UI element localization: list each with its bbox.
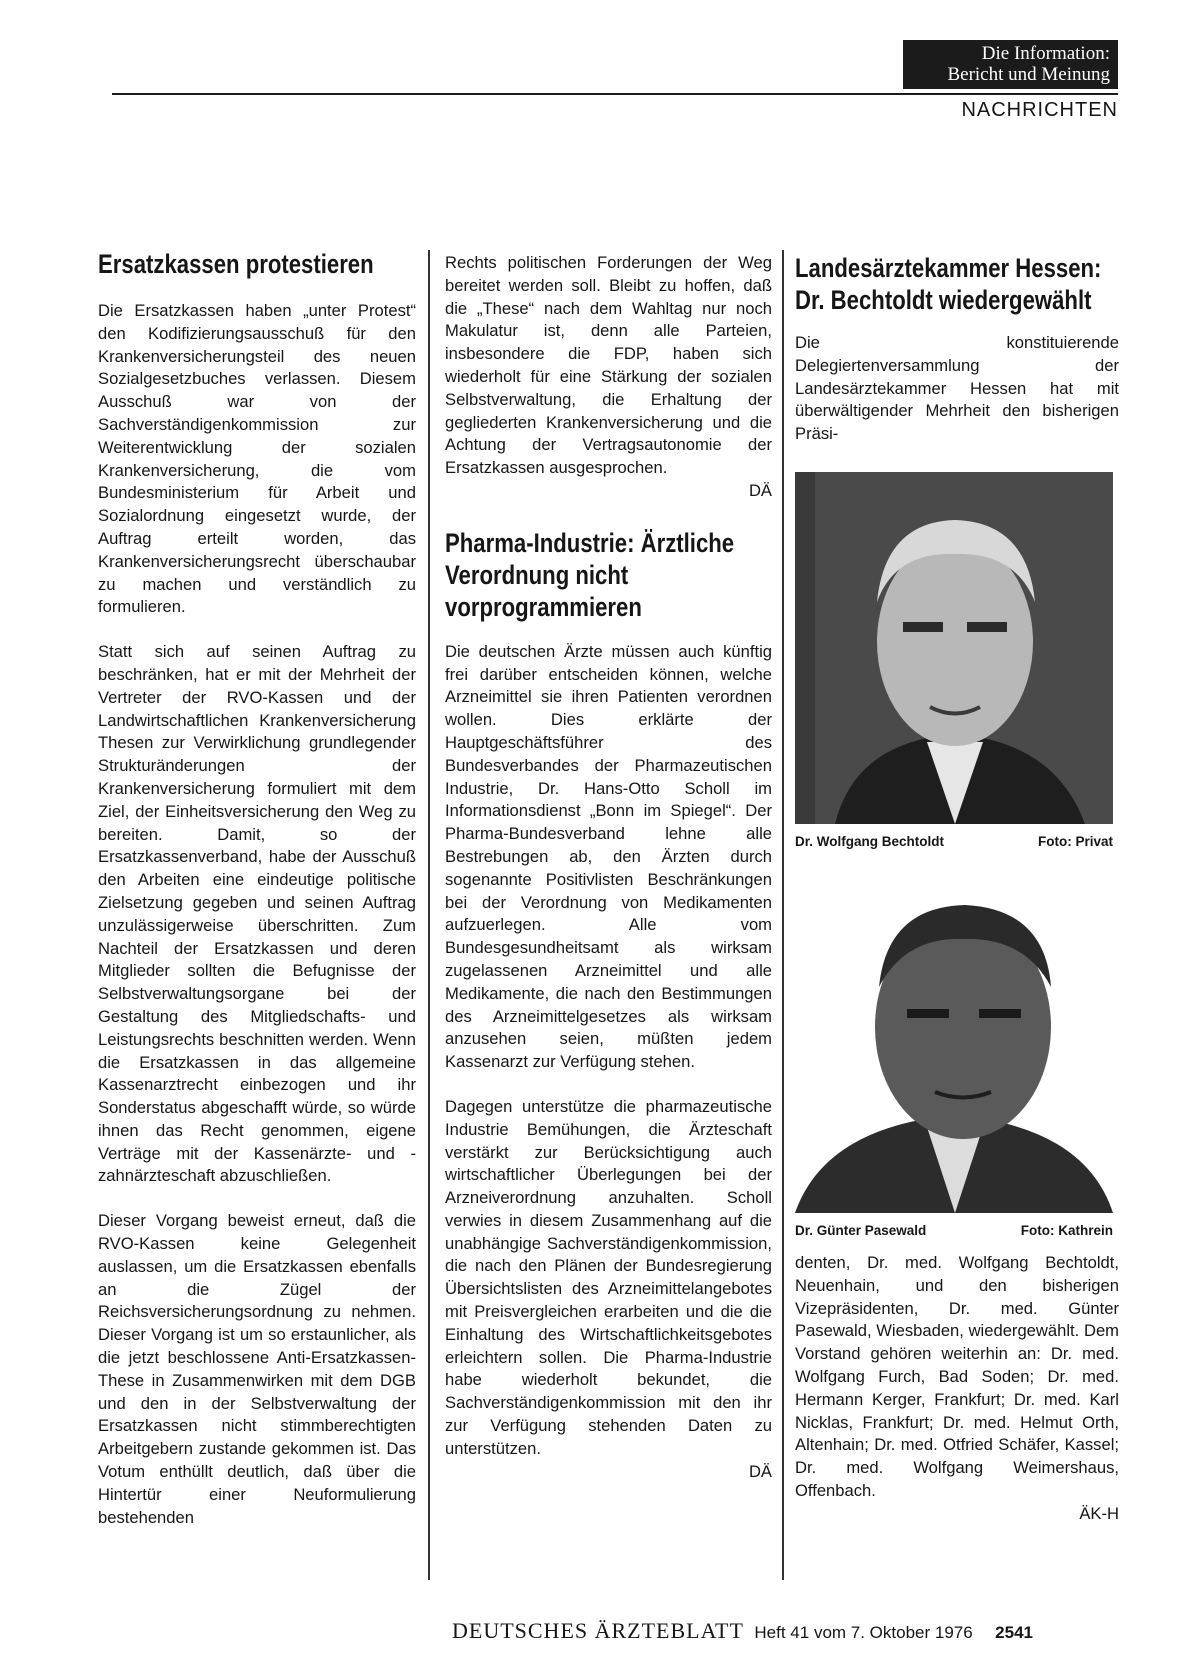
author-initials: ÄK-H — [1079, 1503, 1119, 1523]
paragraph: Rechts politischen Forderungen der Weg bereitet werden soll. Bleibt zu hoffen, daß die „These“ nach dem Wahltag nur noch Makulatur ist, denn alle Parteien, insbesondere die FDP, haben sich wiederholt für eine Stärkung der sozialen Selbstverwaltung, die Erhaltung der gegliederten Krankenversicherung und die Achtung der Vertragsautonomie der Ersatzkassen ausgesprochen. — [445, 253, 772, 478]
column-2 — [445, 252, 772, 1483]
photo-credit: Foto: Privat — [1037, 833, 1113, 849]
portrait-photo — [795, 472, 1113, 824]
paragraph: Dagegen unterstütze die pharmazeutische Industrie Bemühungen, die Ärzteschaft verstärkt zur Berücksichtigung auch wirtschaftlicher Überlegungen bei der Arzneiverordnung anzuhalten. Scholl verwies in diesem Zusammenhang auf die unabhängige Sachverständigenkommission, die nach den Plänen der Bundesregierung Übersichtslisten des Arzneimittelangebotes mit Preisvergleichen erarbeiten und die die Einhaltung des Wirtschaftlichkeitsgebotes erleichtern sollen. Die Pharma-Industrie habe wiederholt bekundet, die Sachverständigenkommission mit den ihr zur Verfügung stehenden Daten zu unterstützen. — [445, 1096, 772, 1458]
paragraph: Dieser Vorgang beweist erneut, daß die RVO-Kassen keine Gelegenheit auslassen, um die Ersatzkassen ebenfalls an die Zügel der Reichsversicherungsordnung zu nehmen. Dieser Vorgang ist um so erstaunlicher, als die jetzt beschlossene Anti-Ersatzkassen-These in Zusammenwirken mit dem DGB und den in der Selbstverwaltung der Ersatzkassen nicht stimmberechtigten Arbeitgebern zustande gekommen ist. Das Votum enthüllt deutlich, daß über die Hintertür einer Neuformulierung bestehenden — [98, 1211, 416, 1527]
paragraph: denten, Dr. med. Wolfgang Bechtoldt, Neuenhain, und den bisherigen Vizepräsidenten, Dr. med. Günter Pasewald, Wiesbaden, wiedergewählt. Dem Vorstand gehören weiterhin an: Dr. med. Wolfgang Furch, Bad Soden; Dr. med. Hermann Kerger, Frankfurt; Dr. med. Karl Nicklas, Frankfurt; Dr. med. Helmut Orth, Altenhain; Dr. med. Otfried Schäfer, Kassel; Dr. med. Wolfgang Weimershaus, Offenbach. — [795, 1252, 1119, 1500]
author-initials: DÄ — [748, 1461, 772, 1481]
paragraph: Die deutschen Ärzte müssen auch künftig frei darüber entscheiden können, welche Arzneimittel sie ihren Patienten verordnen wollen. Dies erklärte der Hauptgeschäftsführer des Bundesverbandes der Pharmazeutischen Industrie, Dr. Hans-Otto Scholl im Informationsdienst „Bonn im Spiegel“. Der Pharma-Bundesverband lehne alle Bestrebungen ab, den Ärzten durch sogenannte Positivlisten Beschränkungen bei der Verordnung von Medikamenten aufzuerlegen. Alle vom Bundesgesundheitsamt als wirksam zugelassenen Arzneimittel und alle Medikamente, die nach den Bestimmungen des Arzneimittelgesetzes als wirksam anzusehen seien, müßten jedem Kassenarzt zur Verfügung stehen. — [445, 641, 772, 1072]
page-number: 2541 — [995, 1623, 1033, 1642]
photo-caption — [795, 1223, 1113, 1238]
section-label: NACHRICHTEN — [961, 99, 1118, 121]
section-badge — [903, 40, 1118, 89]
article-title: Ersatzkassen protestieren — [98, 249, 374, 279]
portrait-image — [795, 877, 1113, 1213]
photo-name: Dr. Wolfgang Bechtoldt — [795, 833, 944, 849]
column-1 — [98, 248, 416, 1529]
column-divider — [782, 250, 784, 1580]
photo-credit: Foto: Kathrein — [1020, 1222, 1113, 1238]
issue-info: Heft 41 vom 7. Oktober 1976 — [754, 1623, 973, 1642]
portrait-image — [795, 472, 1113, 824]
article-title: Landesärztekammer Hessen: Dr. Bechtoldt wiedergewählt — [795, 253, 1102, 315]
paragraph: Statt sich auf seinen Auftrag zu beschränken, hat er mit der Mehrheit der Vertreter der RVO-Kassen und der Landwirtschaftlichen Krankenversicherung Thesen zur Verwirklichung grundlegender Strukturänderungen der Krankenversicherung formuliert mit dem Ziel, der Einheitsversicherung den Weg zu bereiten. Damit, so der Ersatzkassenverband, habe der Ausschuß den Arbeiten eine eindeutige politische Zielsetzung gegeben und seinen Auftrag unzulässigerweise überschritten. Zum Nachteil der Ersatzkassen und deren Mitglieder sollten die Befugnisse der Selbstverwaltungsorgane bei der Gestaltung des Mitgliedschafts- und Leistungsrechts beschnitten werden. Wenn die Ersatzkassen in das allgemeine Kassenarztrecht einbezogen und ihr Sonderstatus abgeschafft würde, so würde ihnen das Recht genommen, eigene Verträge mit der Kassenärzte- und -zahnärzteschaft abzuschließen. — [98, 642, 416, 1186]
column-divider — [428, 250, 430, 1580]
page-footer — [452, 1618, 1033, 1644]
badge-line-1: Die Information: — [981, 43, 1110, 64]
paragraph: Die Ersatzkassen haben „unter Protest“ den Kodifizierungsausschuß für den Krankenversicherungsteil des neuen Sozialgesetzbuches verlassen. Diesem Ausschuß war von der Sachverständigenkommission zur Weiterentwicklung der sozialen Krankenversicherung, die vom Bundesministerium für Arbeit und Sozialordnung eingesetzt wurde, der Auftrag erteilt worden, das Krankenversicherungsrecht überschaubar zu machen und verständlich zu formulieren. — [98, 301, 416, 617]
article-title: Pharma-Industrie: Ärztliche Verordnung nicht vorprogrammieren — [445, 527, 735, 622]
badge-line-2: Bericht und Meinung — [947, 64, 1110, 85]
portrait-photo — [795, 877, 1113, 1213]
paragraph: Die konstituierende Delegiertenversammlung der Landesärztekammer Hessen hat mit überwältigender Mehrheit den bisherigen Präsi- — [795, 333, 1119, 444]
photo-caption — [795, 834, 1113, 849]
photo-name: Dr. Günter Pasewald — [795, 1222, 927, 1238]
header-rule — [112, 93, 1118, 95]
author-initials: DÄ — [748, 480, 772, 500]
magazine-name: DEUTSCHES ÄRZTEBLATT — [452, 1618, 744, 1643]
column-3 — [795, 252, 1119, 1526]
